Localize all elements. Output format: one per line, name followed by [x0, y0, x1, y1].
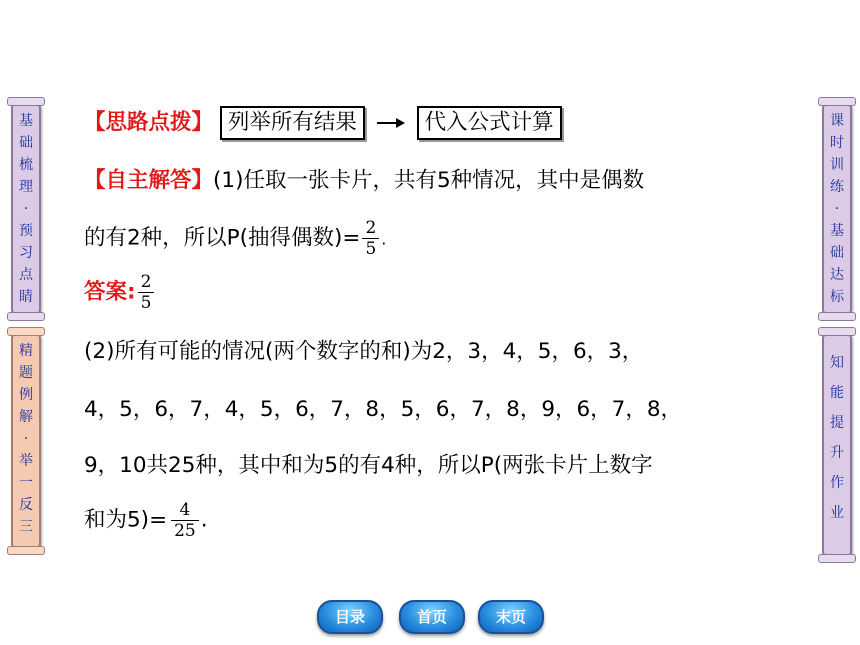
- tab-char: 精: [19, 343, 33, 359]
- tab-char: 课: [830, 113, 844, 129]
- tab-char: 业: [830, 505, 844, 521]
- part2-row-1: [84, 334, 643, 365]
- hint-step-box-1: 列举所有结果: [220, 106, 365, 140]
- tab-char: 反: [19, 497, 33, 513]
- tab-char: 时: [830, 135, 844, 151]
- tab-char: 础: [830, 245, 844, 261]
- part2-line4: 和为5)=: [84, 507, 168, 533]
- fraction-1-numerator: 2: [365, 218, 377, 238]
- fraction-3: [171, 500, 199, 541]
- fraction-1: [362, 218, 379, 259]
- fraction-3-numerator: 4: [179, 500, 191, 520]
- answer-row-1: [84, 163, 644, 194]
- tab-char: 知: [830, 355, 844, 371]
- tab-char: 三: [19, 519, 33, 535]
- tab-homework[interactable]: [822, 334, 852, 556]
- home-button[interactable]: 首页: [399, 600, 465, 634]
- tab-char: ·: [834, 201, 840, 217]
- part1-line2: 的有2种，所以P(抽得偶数)=: [84, 225, 361, 251]
- part2-row-4: [84, 500, 208, 541]
- fraction-2-numerator: 2: [140, 272, 152, 292]
- tab-char: 标: [830, 289, 844, 305]
- answer-row-2: [84, 218, 386, 259]
- hint-label: 【思路点拨】: [84, 110, 214, 135]
- tab-basic-review[interactable]: [11, 104, 41, 314]
- tab-char: 预: [19, 223, 33, 239]
- tab-char: 础: [19, 135, 33, 151]
- tab-char: 练: [830, 179, 844, 195]
- tab-char: 达: [830, 267, 844, 283]
- answer-label: 【自主解答】: [84, 168, 214, 193]
- hint-step-box-2: 代入公式计算: [417, 106, 562, 140]
- part2-row-2: [84, 392, 682, 423]
- tab-char: 一: [19, 475, 33, 491]
- tab-char: 作: [830, 475, 844, 491]
- fraction-2-denominator: 5: [140, 293, 152, 313]
- fraction-3-denominator: 25: [174, 521, 196, 541]
- tab-char: 理: [19, 179, 33, 195]
- last-page-button[interactable]: 末页: [478, 600, 544, 634]
- tab-char: ·: [23, 431, 29, 447]
- tab-char: 睛: [19, 289, 33, 305]
- period-1: .: [381, 229, 387, 249]
- tab-char: 升: [830, 445, 844, 461]
- tab-char: 基: [19, 113, 33, 129]
- tab-char: 题: [19, 365, 33, 381]
- part1-line1: (1)任取一张卡片，共有5种情况，其中是偶数: [213, 168, 645, 193]
- tab-char: 习: [19, 245, 33, 261]
- fraction-1-denominator: 5: [365, 239, 377, 259]
- tab-char: 能: [830, 385, 844, 401]
- tab-char: 基: [830, 223, 844, 239]
- table-of-contents-button[interactable]: 目录: [317, 600, 383, 634]
- tab-example-problems[interactable]: [11, 334, 41, 548]
- tab-char: 例: [19, 387, 33, 403]
- part2-line2: 4，5，6，7，4，5，6，7，8，5，6，7，8，9，6，7，8，: [84, 397, 683, 422]
- answer-prefix: 答案:: [84, 279, 136, 305]
- part2-line3: 9，10共25种，其中和为5的有4种，所以P(两张卡片上数字: [84, 453, 653, 478]
- arrow-right-icon: [376, 116, 406, 130]
- tab-char: 解: [19, 409, 33, 425]
- tab-char: 梳: [19, 157, 33, 173]
- hint-row: [84, 105, 562, 140]
- answer-short-row: [84, 272, 156, 313]
- tab-char: ·: [23, 201, 29, 217]
- part2-row-3: [84, 448, 653, 479]
- fraction-2: [138, 272, 155, 313]
- tab-char: 训: [830, 157, 844, 173]
- tab-char: 举: [19, 453, 33, 469]
- tab-char: 点: [19, 267, 33, 283]
- tab-char: 提: [830, 415, 844, 431]
- tab-lesson-training[interactable]: [822, 104, 852, 314]
- period-2: .: [200, 507, 208, 533]
- part2-line1: (2)所有可能的情况(两个数字的和)为2，3，4，5，6，3，: [84, 339, 644, 364]
